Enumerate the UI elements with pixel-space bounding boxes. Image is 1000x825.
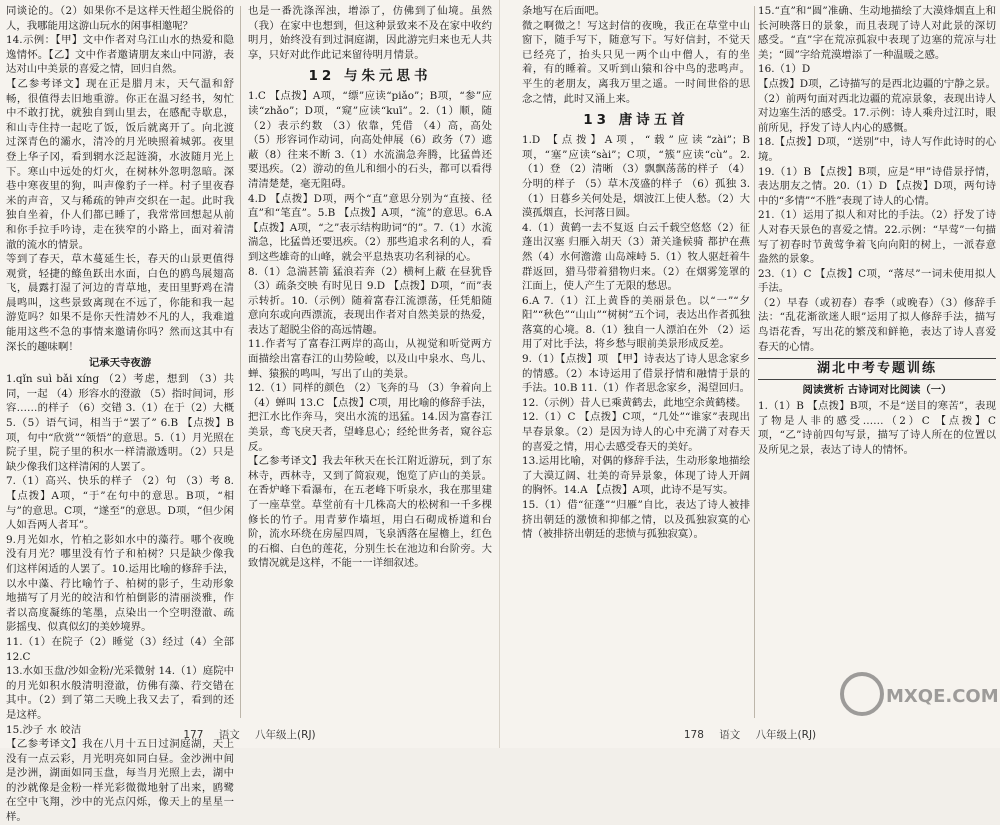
page-footer (500, 727, 1000, 742)
paragraph: 16.（1）D (758, 63, 811, 76)
paragraph: 14.示例：【甲】文中作者对乌江山水的热爱和隐逸情怀。【乙】文中作者邀请朋友来山中同游，表达对山中美景的喜爱之情，回归自然。 (6, 34, 234, 76)
paragraph: 6.A 7.（1）江上黄昏的美丽景色。以“一”“夕阳”“秋色”“山山”“树树”五个词，表达出作者孤独落寞的心境。8.（1）独自一人漂泊在外 （2）运用了对比手法，将乡愁与眼前美景形成反差。 (522, 294, 750, 351)
watermark-logo (838, 666, 999, 724)
footer-grade: 八年级上(RJ) (755, 729, 817, 741)
paragraph: 11.（1）在院子（2）睡觉（3）经过（4）全部 12.C (6, 635, 234, 663)
paragraph: 9.月光如水，竹柏之影如水中的藻荇。哪个夜晚没有月光？哪里没有竹子和柏树？只是缺少像我们这样闲适的人罢了。10.运用比喻的修辞手法，以水中藻、荇比喻竹子、柏树的影子，生动形象地描写了月光的皎洁和竹柏倒影的清丽淡雅，作者以高度凝练的笔墨，点染出一个空明澄澈、疏影摇曳、似真似幻的美妙境界。 (6, 533, 234, 634)
paragraph: 7.（1）高兴、快乐的样子 （2）句 （3）考 8.【点拨】A项，“于”在句中的意思。B项，“相与”的意思。C项，“遂至”的意思。D项，“但少闲人如吾两人者耳”。 (6, 475, 234, 532)
page-number: 177 (183, 729, 204, 741)
paragraph: 15.沙子 水 皎洁 (6, 723, 82, 736)
footer-subject: 语文 (719, 729, 741, 741)
footer-subject: 语文 (218, 729, 240, 741)
paragraph: 19.（1）B 【点拨】B项，应是“甲”诗借景抒情，表达朋友之情。20.（1）D 【点拨】D项，两句诗中的“多情”“不胜”表现了诗人的心情。 (758, 165, 996, 207)
paragraph: 1.（1）B 【点拨】B项，不是“送目的寒苦”，表现了物是人非的感受……（2）C 【点拨】C项，“乙”诗前四句写景，描写了诗人所在的位置以及所见之景，表达了诗人的情怀。 (758, 400, 996, 457)
chapter-banner: 湖北中考专题训练 (758, 358, 996, 380)
section-title: 13 唐诗五首 (583, 112, 689, 129)
section-title: 12 与朱元思书 (308, 68, 432, 85)
paragraph: 15.（1）借“征蓬”“归雁”自比，表达了诗人被排挤出朝廷的激愤和抑郁之情，以及孤独寂寞的心情（被排挤出朝廷的悲愤与孤独寂寞）。 (522, 499, 750, 541)
column-divider (240, 6, 241, 718)
paragraph: 【乙参考译文】我在八月十五日过洞庭湖，天上没有一点云彩，月光明亮如同白昼。金沙洲中间是沙洲，湖面如同玉盘，每当月光照上去，湖中的沙就像是金粉一样光彩微微地射了出来，鸥鹭在空中飞翔，沙中的光点闪烁，像天上的星星一样。 (6, 738, 234, 824)
paragraph: 同谈论的。（2）如果你不是这样天性超尘脱俗的人，我哪能用这游山玩水的闲事相邀呢？ (6, 5, 234, 32)
section-subtitle: 阅读赏析 古诗词对比阅读（一） (802, 384, 952, 397)
paragraph: 微之啊微之！写这封信的夜晚，我正在草堂中山窗下，随手写下，随意写下。写好信封，不觉天已经亮了，抬头只见一两个山中僧人，有的坐着，有的睡着。又听到山猿和谷中鸟的悲鸣声。平生的老朋友，离我万里之遥。一时间世俗的思念之情，此时又涌上来。 (522, 19, 750, 105)
column-divider (754, 6, 755, 718)
right-page (500, 0, 1000, 748)
footer-grade: 八年级上(RJ) (255, 729, 316, 741)
paragraph: 【乙参考译文】现在正是腊月末，天气温和舒畅，很值得去旧地重游。你正在温习经书，匆忙中不敢打扰，就独自到山里去，在感配寺歇息，和山寺住持一起吃了饭，饭后就离开了。向北渡过深青色的灞水，清冷的月光映照着城郭。夜里登上华子冈，看到辋水泛起涟漪，水波随月光上下。寒山中远处的灯火，在树林外忽明忽暗。深巷中寒夜里的狗，叫声像豹子一样。村子里夜舂米的声音，又与稀疏的钟声交织在一起。此时我独自坐着，仆人们都已睡了，我常常回想起从前和你手拉手吟诗，走在狭窄的小路上，面对着清澈的流水的情景。 (6, 77, 234, 251)
left-page (0, 0, 500, 824)
paragraph: 1.C 【点拨】A项，“缥”应读“piǎo”；B项，“参”应读“zhǎo”；D项，“窥”应读“kuī”。2.（1）顺，随（2）表示约数 （3）依靠，凭借 （4）高，高处（5）形容词作动词，向高处伸展（6）政务（7）遮蔽（8）往来不断 3.（1）水流湍急奔腾，比猛兽还要迅疾。（2）游动的鱼儿和细小的石头，都可以看得清清楚楚，毫无阻碍。 (248, 90, 492, 190)
paragraph: 1.D 【点拨】A项，“载”应读“zài”；B项，“塞”应读“sài”；C项，“簇”应读“cù”。2.（1）登 （2）清晰 （3）飘飘荡荡的样子 （4）分明的样子 （5）草木茂盛的样子 （6）孤独 3.（1）日暮乡关何处是，烟波江上使人愁。（2）大漠孤烟直，长河落日圆。 (522, 134, 750, 220)
paragraph: 9.（1）【点拨】项 【甲】诗表达了诗人思念家乡的情感。（2）本诗运用了借景抒情和融情于景的手法。10.B 11.（1）作者思念家乡，渴望回归。12.（示例）昔人已乘黄鹤去，此地空余黄鹤楼。 (522, 353, 750, 409)
paragraph: 4.（1）黄鹤一去不复返 白云千载空悠悠（2）征蓬出汉塞 归雁入胡天（3）萧关逢候骑 都护在燕然（4）水何澹澹 山岛竦峙 5.（1）牧人驱赶着牛群返回，猎马带着猎物归来。（2）在烟雾笼罩的江面上，使人产生了无限的愁思。 (522, 221, 750, 293)
paragraph: 也是一番洗涤浑浊，增添了，仿佛到了仙境。虽然（我）在家中也想到，但这种景致来不及在家中收约明月，始终没有到过洞庭湖，因此游完归来也无人共享，只好对此作此记来留待明月情景。 (248, 5, 492, 61)
paragraph: 条地写在后面吧。 (522, 5, 606, 17)
page-number: 178 (683, 729, 704, 741)
right-column-2 (758, 4, 996, 722)
section-subtitle: 记承天寺夜游 (88, 357, 152, 370)
paragraph: 11.作者写了富春江两岸的高山，从视觉和听觉两方面描绘出富春江的山势险峻，以及山中泉水、鸟儿、蝉、猿猴的鸣叫，写出了山的美景。 (248, 338, 492, 380)
paragraph: 8.（1）急湍甚箭 猛浪若奔（2）横柯上蔽 在昼犹昏（3）疏条交映 有时见日 9.D 【点拨】D项，“而”表示转折。10.（示例）随着富春江流漂荡，任凭船随意向东或向西漂流，表现出作者对自然美景的热爱，表达了超脱尘俗的高远情趣。 (248, 265, 492, 336)
paragraph: 23.（1）C 【点拨】C项，“落尽”一词未使用拟人手法。 (758, 267, 996, 295)
watermark-text: MXQE.COM (886, 686, 999, 707)
left-column-2 (248, 4, 492, 722)
paragraph: 21.（1）运用了拟人和对比的手法。（2）抒发了诗人对春天景色的喜爱之情。22.示例：“早莺”一句描写了初春时节黄莺争着飞向向阳的树上，一派春意盎然的景象。 (758, 209, 996, 266)
paragraph: 13.水如玉盘/沙如金粉/光采微射 14.（1）庭院中的月光如积水般清明澄澈，仿佛有藻、荇交错在其中。（2）到了第二天晚上我又去了，看到的还是这样。 (6, 665, 234, 721)
paragraph: 12.（1）同样的颜色 （2）飞奔的马 （3）争着向上 （4）蝉叫 13.C 【点拨】C项，用比喻的修辞手法，把江水比作奔马，突出水流的迅猛。14.因为富春江美景，鸢飞戾天者，望峰息心；经纶世务者，窥谷忘反。 (248, 382, 492, 453)
right-column-1 (522, 4, 750, 722)
paragraph: 15.“直”和“圆”准确、生动地描绘了大漠烽烟直上和长河映落日的景象，而且表现了诗人对此景的深切感受。“直”字在荒凉孤寂中表现了边塞的荒凉与壮美；“圆”字给荒漠增添了一种温暖之感。 (758, 5, 996, 61)
paragraph: 18.【点拨】D项，“送别”中，诗人写作此诗时的心境。 (758, 136, 996, 163)
paragraph: 1.qǐn suì bǎi xíng （2）考虑，想到 （3）共同，一起 （4）形容水的澄澈 （5）指时间词，形容……的样子 （6）交错 3.（1）在于（2）大概 5.（5）语气词，相当于“罢了” 6.B 【点拨】B项，句中“欣赏”“领悟”的意思。5.（1）月光照在院子里，院子里的积水一样清澈透明。（2）只是缺少像我们这样清闲的人罢了。 (6, 373, 234, 473)
paragraph: 【乙参考译文】我去年秋天在长江附近游玩，到了东林寺，西林寺，又到了简寂观，饱览了庐山的美景。在香炉峰下看瀑布，在五老峰下听泉水，我在那里建了一座草堂。草堂前有十几株高大的松树和一千多棵修长的竹子。用青萝作墙垣，用白石砌成桥道和台阶，流水环绕在房屋四周，飞泉洒落在屋檐上，红色的石榴、白色的莲花，分别生长在池边和台阶旁。大致情况就是这样，不能一一详细叙述。 (248, 455, 492, 570)
paragraph: 等到了春天，草木蔓延生长，春天的山景更值得观赏，轻捷的鲦鱼跃出水面，白色的鸥鸟展翅高飞，晨露打湿了河边的青草地，麦田里野鸡在清晨鸣叫，这些景致离现在不远了，你能和我一起游览吗？如果不是你天性清妙不凡的人，我难道能用这些不急的事情来邀请你吗？然而这其中有深长的趣味啊！ (6, 253, 234, 353)
paragraph: （2）早春（或初春）春季（或晚春）（3）修辞手法：“乱花渐欲迷人眼”运用了拟人修辞手法，描写鸟语花香，写出花的繁茂和鲜艳，表达了诗人喜爱春天的心情。 (758, 296, 996, 353)
paragraph: 【点拨】D项，乙诗描写的是西北边疆的宁静之景。（2）前两句面对西北边疆的荒凉景象，表现出诗人对边塞生活的感受。17.示例：诗人乘舟过江时，眼前所见，抒发了诗人内心的感慨。 (758, 77, 996, 134)
paragraph: 12.（1）C 【点拨】C项，“几处”“谁家”表现出早春景象。（2）是因为诗人的心中充满了对春天的喜爱之情，用心去感受春天的美好。 (522, 411, 750, 453)
paragraph: 13.运用比喻，对偶的修辞手法，生动形象地描绘了大漠辽阔、壮美的奇异景象，体现了诗人开阔的胸怀。14.A 【点拨】A项，此诗不是写实。 (522, 455, 750, 497)
page-footer (0, 727, 499, 742)
paragraph: 4.D 【点拨】D项，两个“直”意思分别为“直接、径直”和“笔直”。5.B 【点拨】A项，“流”的意思。6.A 【点拨】A项，“之”表示结构助词“的”。7.（1）水流湍急，比猛兽还要迅疾。（2）那些追求名利的人，看到这些雄奇的山峰，就会平息热衷功名利禄的心。 (248, 192, 492, 263)
